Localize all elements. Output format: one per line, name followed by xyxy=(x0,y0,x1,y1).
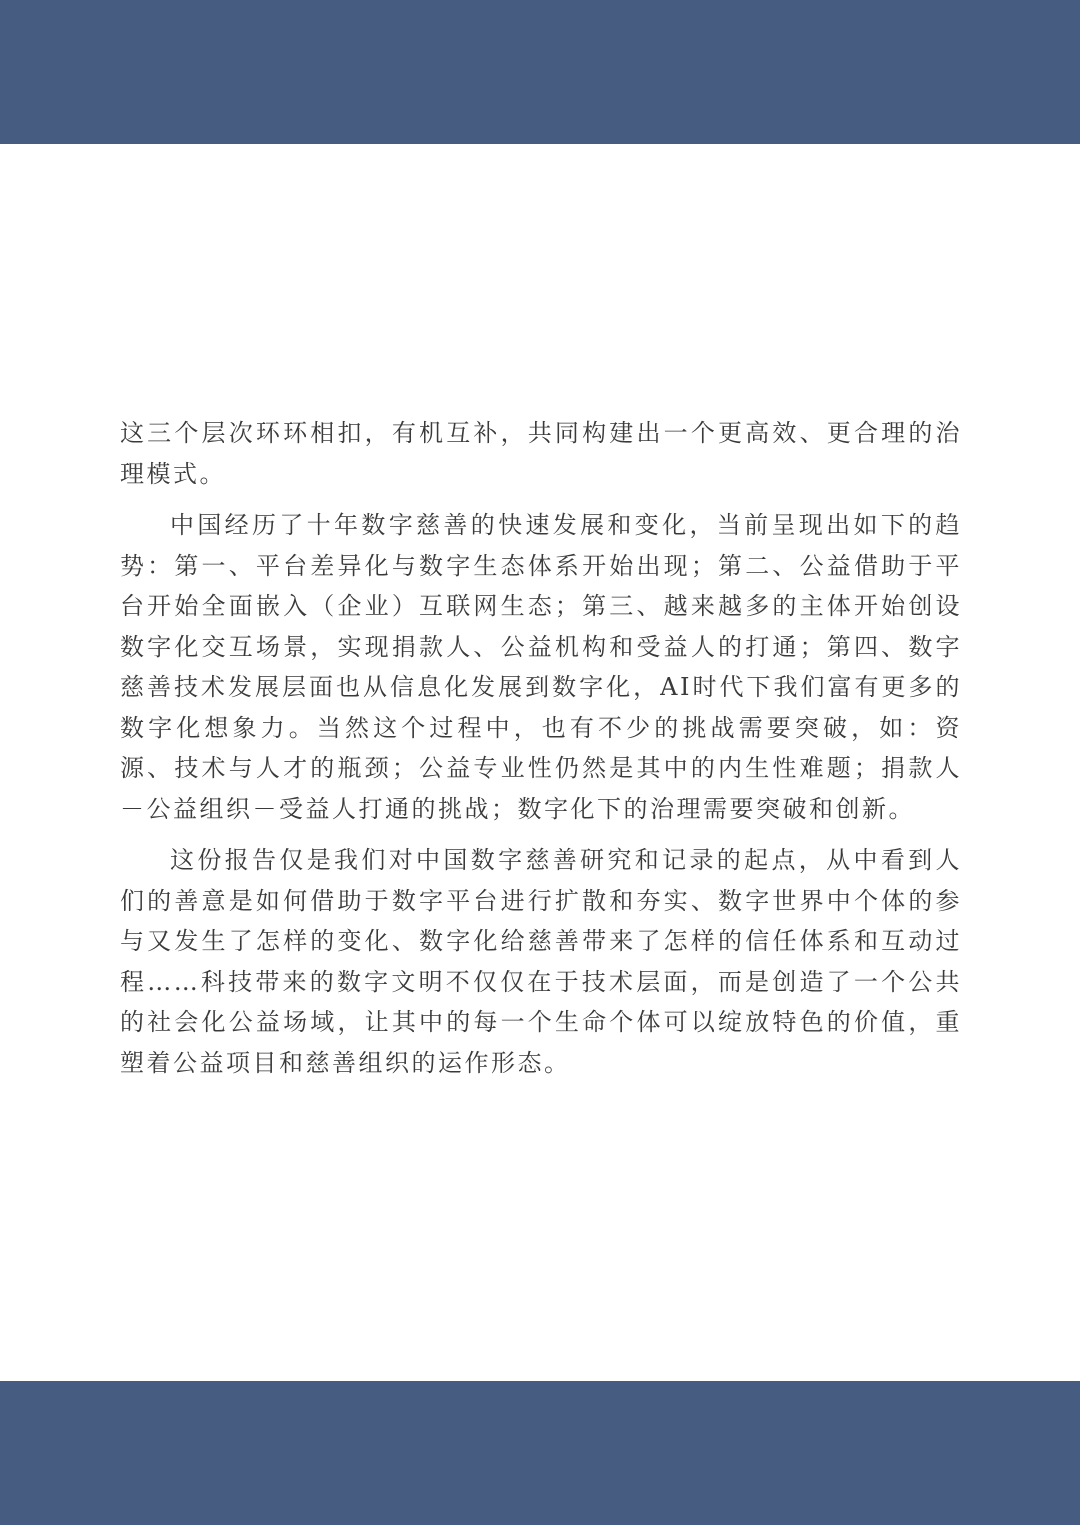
top-header-band xyxy=(0,0,1080,144)
bottom-footer-band xyxy=(0,1381,1080,1525)
body-text xyxy=(120,413,962,1083)
paragraph-3: 这份报告仅是我们对中国数字慈善研究和记录的起点，从中看到人们的善意是如何借助于数字平台进行扩散和夯实、数字世界中个体的参与又发生了怎样的变化、数字化给慈善带来了怎样的信任体系和互动过程……科技带来的数字文明不仅仅在于技术层面，而是创造了一个公共的社会化公益场域，让其中的每一个生命个体可以绽放特色的价值，重塑着公益项目和慈善组织的运作形态。 xyxy=(120,846,962,1077)
paragraph-2: 中国经历了十年数字慈善的快速发展和变化，当前呈现出如下的趋势：第一、平台差异化与数字生态体系开始出现；第二、公益借助于平台开始全面嵌入（企业）互联网生态；第三、越来越多的主体开始创设数字化交互场景，实现捐款人、公益机构和受益人的打通；第四、数字慈善技术发展层面也从信息化发展到数字化，AI时代下我们富有更多的数字化想象力。当然这个过程中，也有不少的挑战需要突破，如：资源、技术与人才的瓶颈；公益专业性仍然是其中的内生性难题；捐款人－公益组织－受益人打通的挑战；数字化下的治理需要突破和创新。 xyxy=(120,511,962,823)
paragraph-1: 这三个层次环环相扣，有机互补，共同构建出一个更高效、更合理的治理模式。 xyxy=(120,419,962,488)
